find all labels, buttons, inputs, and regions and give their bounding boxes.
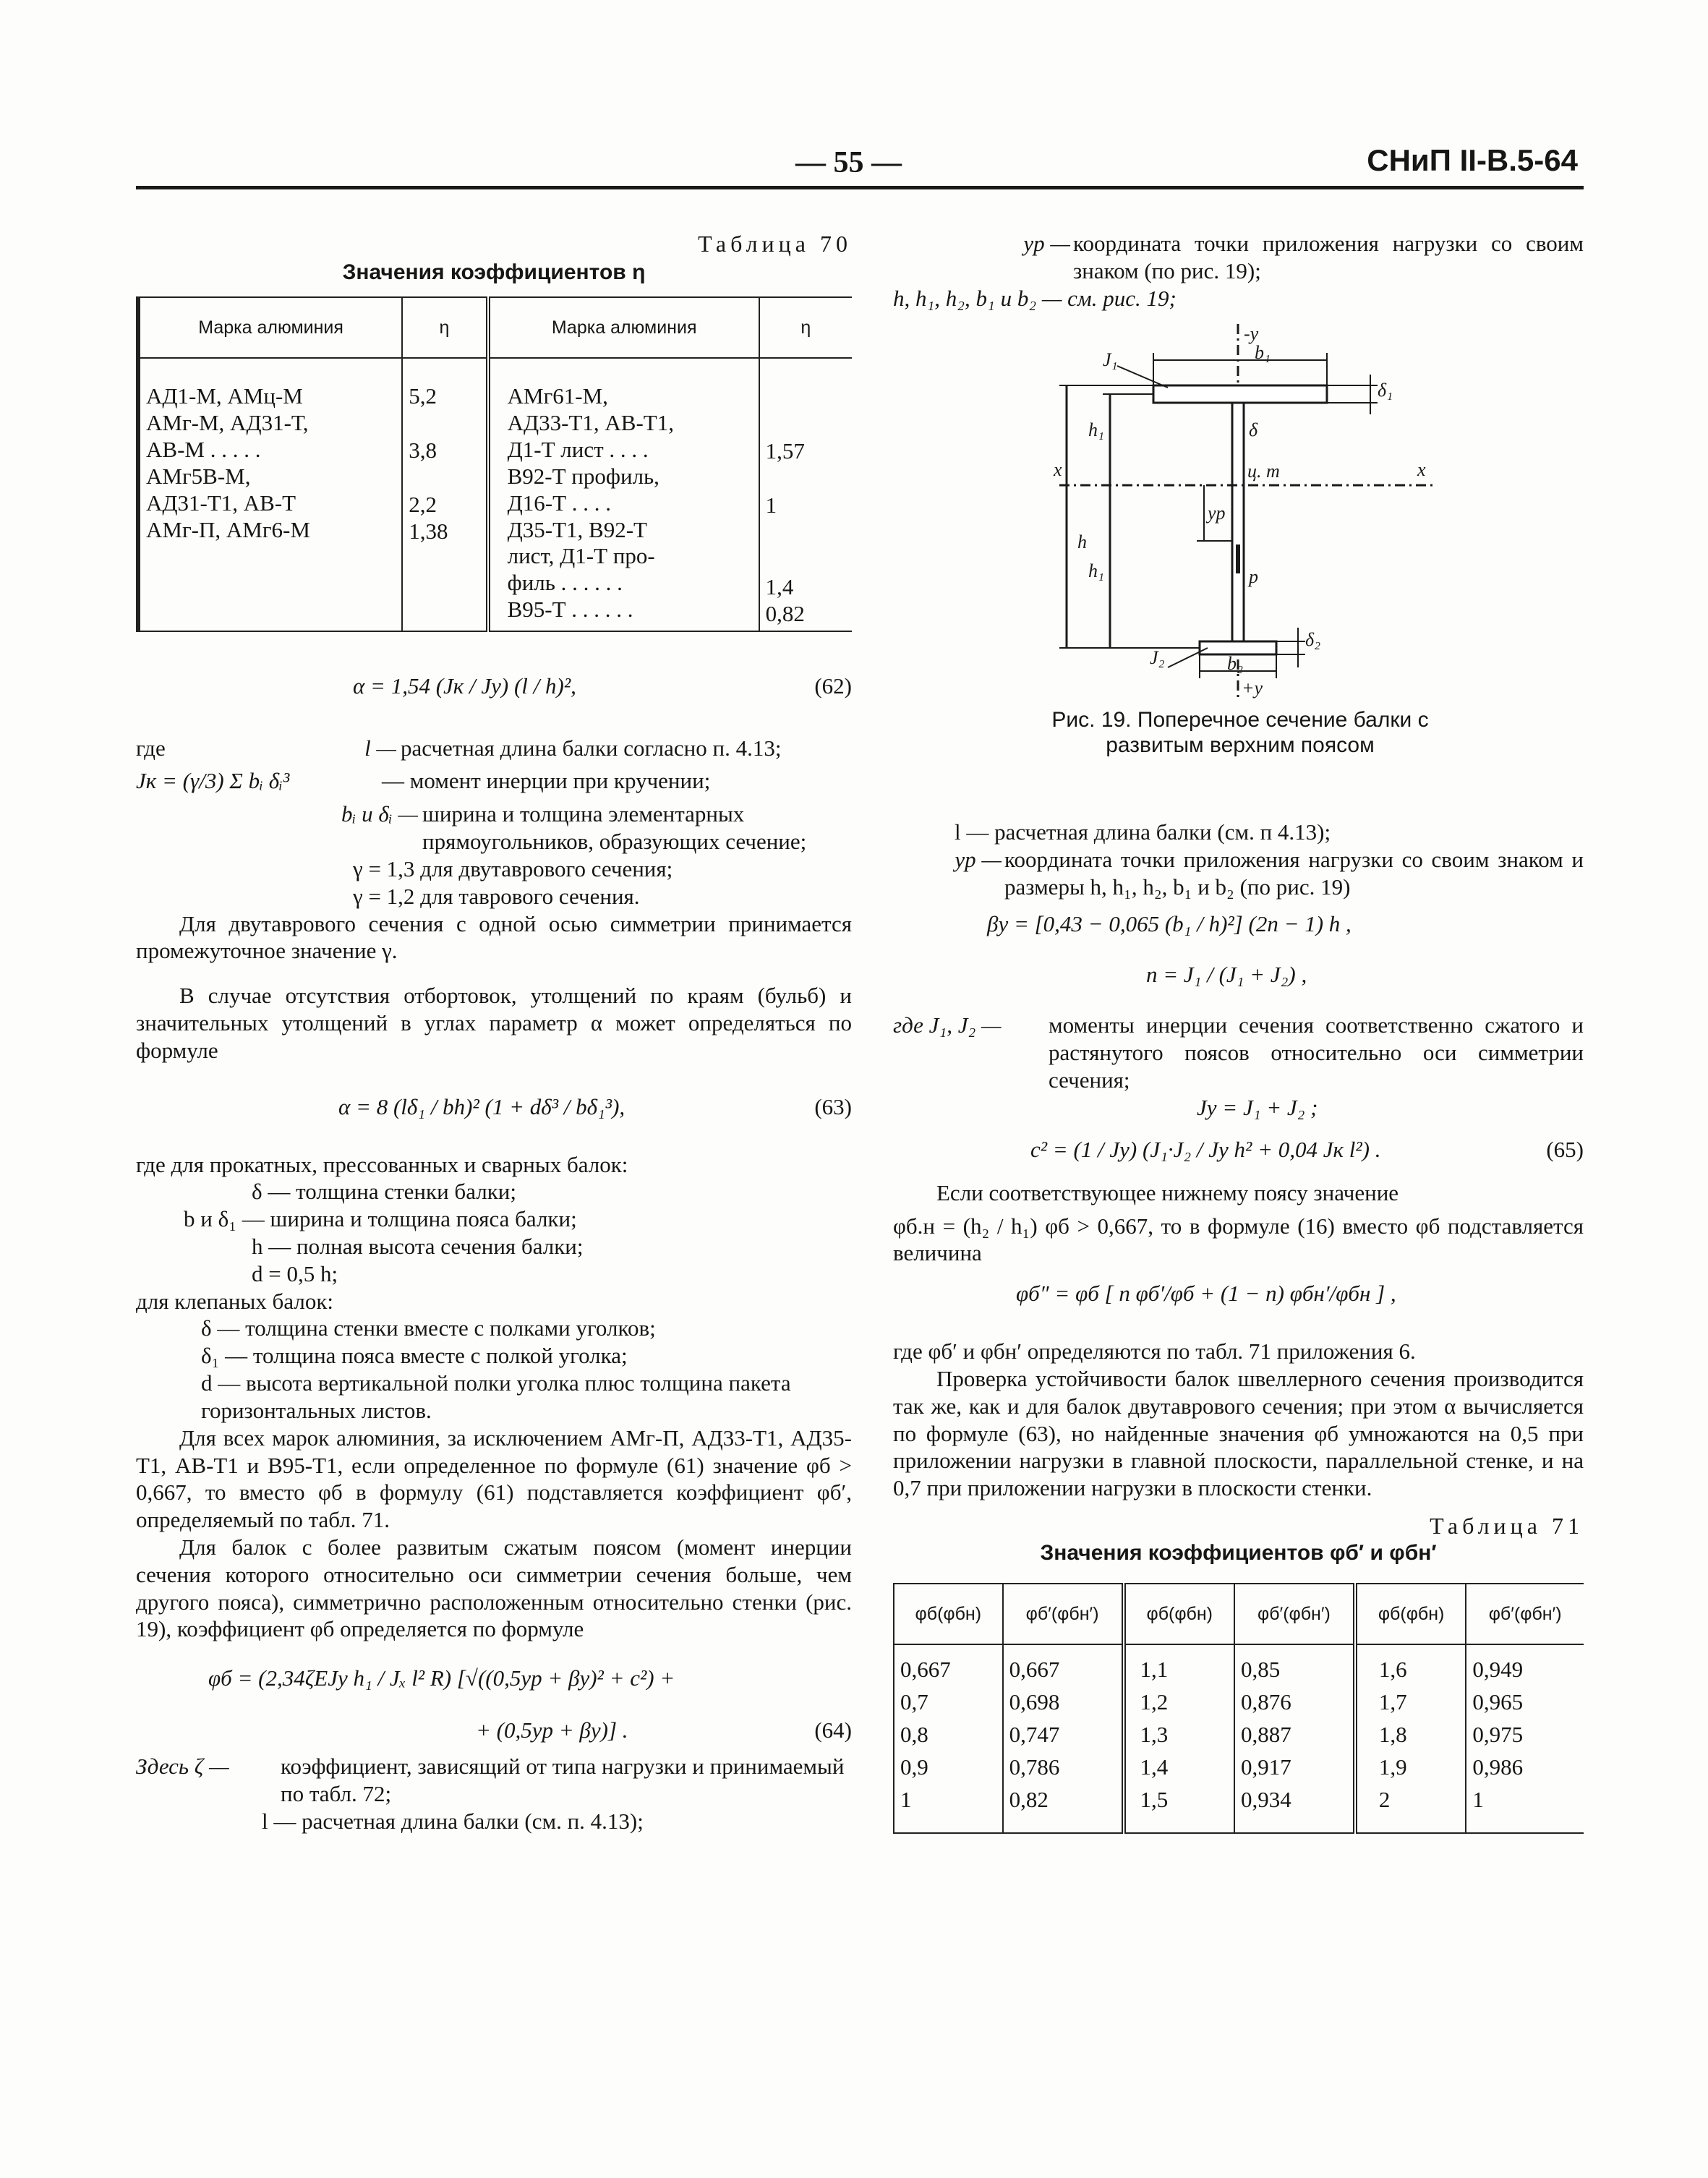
table-cell: АМг5В-М, [146, 463, 251, 489]
table-cell: 0,698 [1003, 1686, 1124, 1719]
table70-header: Марка алюминия [488, 297, 759, 359]
table-cell: 0,975 [1466, 1719, 1584, 1751]
paragraph: Для балок с более развитым сжатым поясом (момент инерции сечения которого относительно оси симметрии сечения больше, чем другого пояса), симметрично расположенным относительно стенки (рис. 19), коэффициент φб определяется по формуле [136, 1534, 852, 1642]
formula-62-text: α = 1,54 (Jк / Jу) (l / h)², [353, 672, 576, 699]
definition-gamma-2: γ = 1,2 для таврового сечения. [353, 883, 640, 909]
table-cell [409, 410, 479, 437]
table-cell: 1 [765, 492, 777, 518]
table-cell: 0,917 [1234, 1751, 1355, 1784]
label-yp: yр [1208, 503, 1226, 524]
table-cell: АВ-М . . . . . [146, 436, 261, 462]
definition-yp [893, 230, 1584, 285]
table70-left-names [138, 358, 402, 631]
left-column [136, 230, 852, 1835]
def-desc: координата точки приложения нагрузки со своим знаком (по рис. 19); [1073, 231, 1584, 283]
label-delta1: δ₁ [1378, 380, 1393, 401]
where-label: где [136, 735, 166, 761]
table-cell: 2,2 [409, 491, 437, 517]
table-row [894, 1751, 1584, 1784]
formula-64-text: φб = (2,34ζEJу h₁ / Jₓ l² R) [√((0,5yр + βу)² + c²) + [208, 1665, 675, 1691]
table71-title: Значения коэффициентов φб′ и φбн′ [1040, 1541, 1437, 1566]
list-item: h — полная высота сечения балки; [252, 1234, 584, 1259]
label-x-right: x [1417, 459, 1426, 480]
table70-left-values [402, 358, 487, 631]
formula-65 [893, 1122, 1584, 1179]
table71-header: φб′(φбн′) [1003, 1584, 1124, 1645]
formula-64a [136, 1650, 852, 1709]
table-cell: 1,57 [765, 438, 805, 464]
label-delta2: δ₂ [1305, 629, 1321, 650]
definition-l2: l — расчетная длина балки (см. п. 4.13); [262, 1808, 644, 1834]
paragraph: Для всех марок алюминия, за исключением АМг-П, АД33-Т1, АД35-Т1, АВ-Т1 и В95-Т1, если определенное по формуле (61) значение φб > 0,667, то вместо φб в формулу (61) подставляется коэффициент φб′, определяемый по табл. 71. [136, 1425, 852, 1533]
right-column [893, 230, 1584, 1812]
def-term: yр — [955, 846, 1002, 872]
table-cell: 2 [1355, 1784, 1466, 1833]
document-code: СНиП II-В.5-64 [1367, 143, 1578, 177]
table-cell [766, 383, 846, 411]
label-h1-top: h₁ [1088, 419, 1105, 440]
figure-caption: Рис. 19. Поперечное сечение балки с развитым верхним поясом [1051, 708, 1429, 758]
list-item: d — высота вертикальной полки уголка плюс толщина пакета горизонтальных листов. [201, 1370, 791, 1423]
table-cell: 0,965 [1466, 1686, 1584, 1719]
table71-header: φб(φбн) [1355, 1584, 1466, 1645]
formula-63-text: α = 8 (lδ₁ / bh)² (1 + dδ³ / bδ₁³), [338, 1093, 625, 1119]
table-cell [766, 519, 846, 547]
paragraph: φб.н = (h₂ / h₁) φб > 0,667, то в формуле (16) вместо φб подставляется величина [893, 1213, 1584, 1266]
table-cell [766, 547, 846, 574]
table-cell: 0,82 [1003, 1784, 1124, 1833]
label-x-left: x [1054, 459, 1062, 480]
table-cell: 0,667 [1003, 1644, 1124, 1686]
def-desc: расчетная длина балки согласно п. 4.13; [401, 735, 782, 761]
web [1232, 403, 1244, 641]
table-cell: 1,8 [1355, 1719, 1466, 1751]
formula-n: n = J₁ / (J₁ + J₂) , [1146, 962, 1307, 988]
table-cell: АМг-М, АД31-Т, [146, 410, 309, 435]
table71-label: Таблица 71 [1430, 1513, 1584, 1539]
table-cell [766, 411, 846, 438]
table-cell: 0,82 [765, 600, 805, 626]
table-cell: Д16-Т . . . . [507, 490, 612, 516]
definition-jk [136, 767, 852, 795]
page-number: — 55 — [795, 146, 902, 179]
definition-l [136, 735, 852, 762]
table-cell: АД1-М, АМц-М [146, 383, 303, 409]
definition-h: h, h₁, h₂, b₁ и b₂ — см. рис. 19; [893, 285, 1177, 311]
table-cell: АМг-П, АМг6-М [146, 516, 310, 542]
table70-label: Таблица 70 [698, 231, 852, 257]
table-cell: 1,4 [1124, 1751, 1234, 1784]
list-item: δ — толщина стенки вместе с полками уголков; [201, 1315, 656, 1341]
right-lower-text [893, 819, 1584, 1834]
list-item: δ₁ — толщина пояса вместе с полкой уголка; [201, 1343, 628, 1369]
table71-header: φб(φбн) [1124, 1584, 1234, 1645]
table-cell: 3,8 [409, 437, 437, 463]
table71-header: φб′(φбн′) [1234, 1584, 1355, 1645]
formula-65-text: c² = (1 / Jу) (J₁·J₂ / Jу h² + 0,04 Jк l²) . [1030, 1136, 1381, 1162]
list-item: δ — толщина стенки балки; [252, 1179, 516, 1205]
table-cell: 0,786 [1003, 1751, 1124, 1784]
top-flange [1153, 385, 1327, 403]
label-center: ц. т [1247, 461, 1280, 482]
formula-jy: Jу = J₁ + J₂ ; [1197, 1094, 1318, 1120]
table-cell: 1 [1466, 1784, 1584, 1833]
def-desc: ширина и толщина элементарных прямоугольников, образующих сечение; [422, 801, 807, 855]
definition-bi [136, 800, 852, 855]
label-j2: J₂ [1150, 647, 1165, 668]
list-item: b и δ₁ — ширина и толщина пояса балки; [184, 1206, 577, 1232]
table-cell: 0,949 [1466, 1644, 1584, 1686]
table-cell: 0,747 [1003, 1719, 1124, 1751]
def-desc: коэффициент, зависящий от типа нагрузки и принимаемый по табл. 72; [281, 1754, 845, 1806]
formula-62 [136, 651, 852, 730]
table-cell: 0,7 [894, 1686, 1003, 1719]
table-cell: 1,5 [1124, 1784, 1234, 1833]
table-cell: 1,9 [1355, 1751, 1466, 1784]
table-cell [766, 465, 846, 492]
table-cell: АД33-Т1, АВ-Т1, [507, 410, 674, 435]
table-cell: В95-Т . . . . . . [507, 597, 633, 623]
def-desc: — момент инерции при кручении; [382, 768, 711, 794]
table-cell: филь . . . . . . [507, 570, 623, 596]
table70 [136, 296, 852, 632]
table-cell: 5,2 [409, 383, 437, 409]
paragraph: где φб′ и φбн′ определяются по табл. 71 приложения 6. [893, 1338, 1416, 1365]
label-b1: b₁ [1255, 342, 1271, 363]
table71 [893, 1583, 1584, 1834]
table-row [894, 1686, 1584, 1719]
label-minus-y: -y [1244, 323, 1259, 344]
paragraph: Проверка устойчивости балок швеллерного сечения производится так же, как и для балок двутаврового сечения; при этом α вычисляется по формуле (63), но найденные значения φб умножаются на 0,5 при приложении нагрузки в главной плоскости, параллельной стенке, и на 0,7 при приложении нагрузки в плоскости стенки. [893, 1365, 1584, 1501]
paragraph: В случае отсутствия отбортовок, утолщений по краям (бульб) и значительных утолщений в углах параметр α может определяться по формуле [136, 983, 852, 1063]
table-row [894, 1719, 1584, 1751]
table-cell: 0,986 [1466, 1751, 1584, 1784]
table-cell: АД31-Т1, АВ-Т [146, 490, 296, 516]
table-cell: 1,4 [765, 573, 794, 599]
equation-number-64: (64) [814, 1717, 852, 1743]
table-cell: 1,7 [1355, 1686, 1466, 1719]
def-term: Здесь ζ — [136, 1754, 229, 1780]
paragraph: где для прокатных, прессованных и сварных балок: [136, 1151, 628, 1177]
table-cell: 0,9 [894, 1751, 1003, 1784]
definition-j [893, 1012, 1584, 1093]
table70-header: η [759, 297, 852, 359]
table-cell: В92-Т профиль, [507, 463, 659, 489]
def-term: yр — [1023, 231, 1070, 256]
table-cell: лист, Д1-Т про- [507, 543, 655, 569]
table-cell: 1,2 [1124, 1686, 1234, 1719]
table-cell: Д1-Т лист . . . . [507, 436, 649, 462]
figure-19 [1054, 323, 1435, 700]
def-term: l — [364, 735, 396, 761]
definition-l: l — расчетная длина балки (см. п 4.13); [955, 819, 1331, 845]
def-term: bᵢ и δᵢ — [341, 801, 418, 827]
paragraph: Если соответствующее нижнему поясу значение [936, 1179, 1399, 1205]
table-cell: 0,876 [1234, 1686, 1355, 1719]
table-cell: АМг61-М, [507, 383, 608, 409]
formula-64b [136, 1709, 852, 1753]
def-term: где J₁, J₂ — [893, 1012, 1002, 1038]
equation-number-62: (62) [814, 672, 852, 699]
label-j1: J₁ [1103, 349, 1118, 370]
table-cell: 1,1 [1124, 1644, 1234, 1686]
formula-phi: φб″ = φб [ n φб′/φб + (1 − n) φбн′/φбн ] , [1016, 1281, 1396, 1307]
label-delta: δ [1249, 419, 1258, 440]
list-item: d = 0,5 h; [252, 1260, 338, 1286]
formula-beta: βу = [0,43 − 0,065 (b₁ / h)²] (2n − 1) h , [987, 911, 1352, 937]
definition-yp2 [893, 846, 1584, 901]
table-cell: 0,8 [894, 1719, 1003, 1751]
table70-title: Значения коэффициентов η [342, 260, 646, 285]
table-cell: 0,85 [1234, 1644, 1355, 1686]
table71-header: φб(φбн) [894, 1584, 1003, 1645]
table-row [894, 1784, 1584, 1833]
def-term: Jк = (γ/3) Σ bᵢ δᵢ³ [136, 768, 290, 794]
formula-64-text: + (0,5yр + βу)] . [476, 1717, 628, 1743]
table70-right-names [488, 358, 759, 631]
table-cell: 0,667 [894, 1644, 1003, 1686]
table-cell: 0,887 [1234, 1719, 1355, 1751]
formula-63 [136, 1064, 852, 1151]
table71-header: φб′(φбн′) [1466, 1584, 1584, 1645]
header-rule [136, 186, 1584, 189]
table-cell: 1,3 [1124, 1719, 1234, 1751]
table-cell: 1,38 [409, 518, 448, 544]
leader-j2 [1168, 648, 1208, 667]
equation-number-63: (63) [814, 1093, 852, 1119]
label-h: h [1077, 531, 1087, 552]
def-desc: координата точки приложения нагрузки со своим знаком и размеры h, h₁, h₂, b₁ и b₂ (по рис. 19) [1004, 846, 1584, 900]
paragraph: Для двутаврового сечения с одной осью симметрии принимается промежуточное значение γ. [136, 910, 852, 964]
table-cell: Д35-Т1, В92-Т [507, 516, 647, 542]
leader-j1 [1117, 366, 1168, 388]
table-cell: 1 [894, 1784, 1003, 1833]
label-plus-y: +y [1242, 678, 1263, 699]
table-cell: 0,934 [1234, 1784, 1355, 1833]
table70-header: η [402, 297, 487, 359]
definition-gamma-1: γ = 1,3 для двутаврового сечения; [353, 855, 673, 881]
table70-header: Марка алюминия [138, 297, 402, 359]
table-cell [409, 464, 479, 492]
def-desc: моменты инерции сечения соответственно сжатого и растянутого поясов относительно оси симметрии сечения; [1049, 1012, 1584, 1093]
table71-body [894, 1644, 1584, 1832]
equation-number-65: (65) [1546, 1136, 1584, 1162]
definition-zeta [136, 1753, 852, 1808]
table-cell: 1,6 [1355, 1644, 1466, 1686]
label-p: p [1249, 566, 1258, 587]
label-b2: b₂ [1227, 653, 1244, 674]
table70-right-values [759, 358, 852, 631]
label-h1-bottom: h₁ [1088, 560, 1105, 581]
paragraph: для клепаных балок: [136, 1288, 334, 1314]
table-row [894, 1644, 1584, 1686]
